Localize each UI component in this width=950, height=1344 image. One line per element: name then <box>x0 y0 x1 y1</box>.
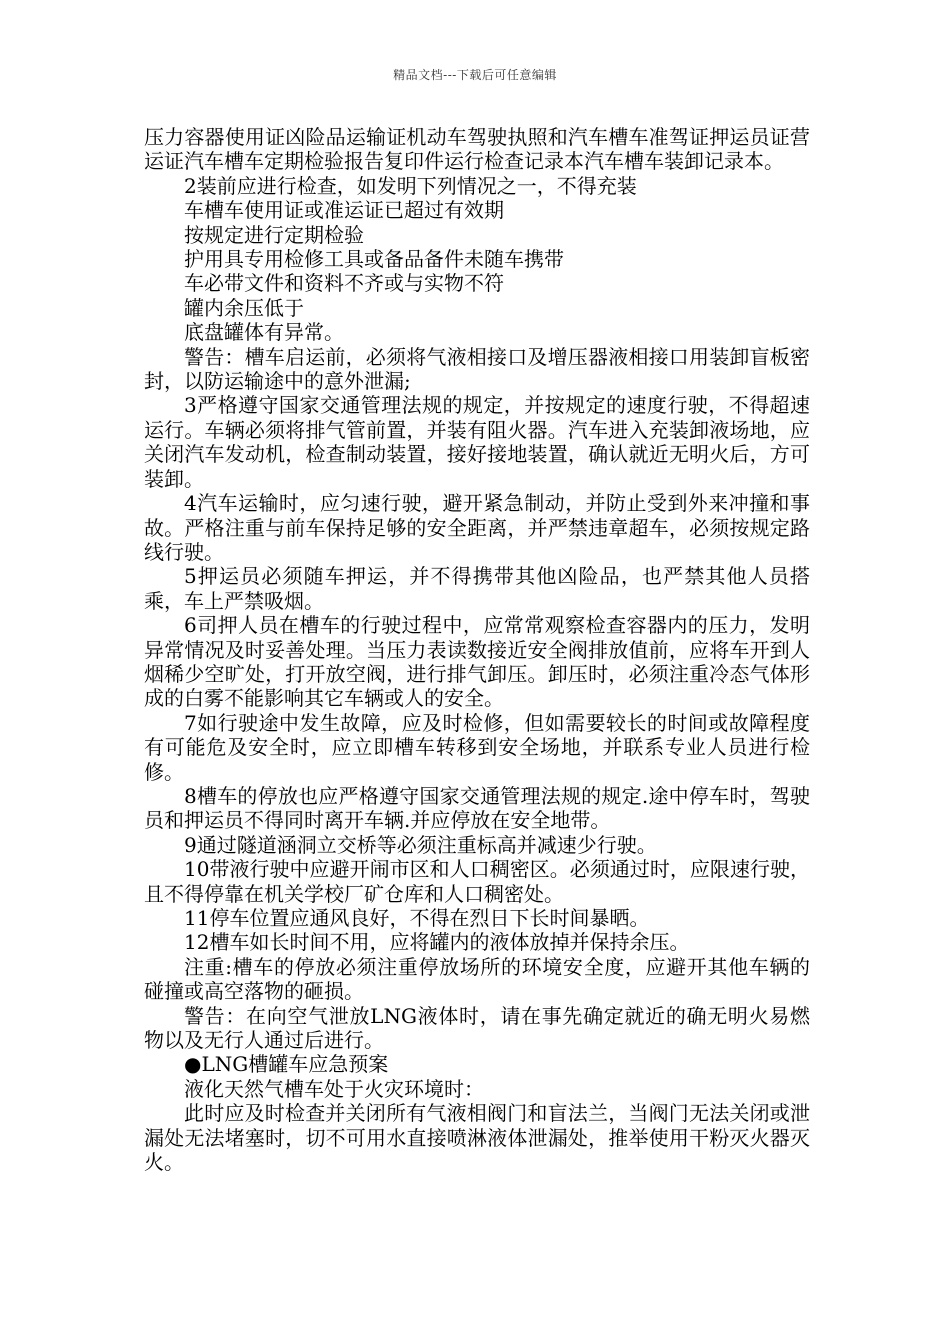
paragraph: 7如行驶途中发生故障，应及时检修，但如需要较长的时间或故障程度有可能危及安全时，应立即槽车转移到安全场地，并联系专业人员进行检修。 <box>144 710 810 784</box>
paragraph: 5押运员必须随车押运，并不得携带其他凶险品，也严禁其他人员搭乘，车上严禁吸烟。 <box>144 564 810 613</box>
paragraph: 12槽车如长时间不用，应将罐内的液体放掉并保持余压。 <box>184 930 690 955</box>
paragraph: 罐内余压低于 <box>184 295 304 320</box>
paragraph: 底盘罐体有异常。 <box>184 320 344 345</box>
paragraph: 警告：在向空气泄放LNG液体时，请在事先确定就近的确无明火易燃物以及无行人通过后进行。 <box>144 1003 810 1053</box>
paragraph: 护用具专用检修工具或备品备件未随车携带 <box>184 247 564 272</box>
paragraph: 3严格遵守国家交通管理法规的规定，并按规定的速度行驶，不得超速运行。车辆必须将排气管前置，并装有阻火器。汽车进入充装卸液场地，应关闭汽车发动机，检查制动装置，接好接地装置，确认就近无明火后，方可装卸。 <box>144 393 810 491</box>
document-body <box>144 125 810 1174</box>
paragraph: 注重:槽车的停放必须注重停放场所的环境安全度，应避开其他车辆的碰撞或高空落物的砸损。 <box>144 954 810 1004</box>
paragraph: 车必带文件和资料不齐或与实物不符 <box>184 271 504 296</box>
paragraph: 液化天然气槽车处于火灾环境时： <box>184 1076 484 1101</box>
paragraph: 11停车位置应通风良好，不得在烈日下长时间暴晒。 <box>184 906 650 930</box>
paragraph: 4汽车运输时，应匀速行驶，避开紧急制动，并防止受到外来冲撞和事故。严格注重与前车保持足够的安全距离，并严禁违章超车，必须按规定路线行驶。 <box>144 491 810 564</box>
page-header: 精品文档---下载后可任意编辑 <box>393 68 557 82</box>
paragraph: 10带液行驶中应避开闹市区和人口稠密区。必须通过时，应限速行驶，且不得停靠在机关学校厂矿仓库和人口稠密处。 <box>144 857 810 906</box>
paragraph: 9通过隧道涵洞立交桥等必须注重标高并减速少行驶。 <box>184 832 657 857</box>
paragraph: 压力容器使用证凶险品运输证机动车驾驶执照和汽车槽车准驾证押运员证营运证汽车槽车定期检验报告复印件运行检查记录本汽车槽车装卸记录本。 <box>144 125 810 174</box>
paragraph: 按规定进行定期检验 <box>184 222 364 247</box>
paragraph: 此时应及时检查并关闭所有气液相阀门和盲法兰，当阀门无法关闭或泄漏处无法堵塞时，切不可用水直接喷淋液体泄漏处，推举使用干粉灭火器灭火。 <box>144 1101 810 1175</box>
paragraph: 8槽车的停放也应严格遵守国家交通管理法规的规定.途中停车时，驾驶员和押运员不得同时离开车辆.并应停放在安全地带。 <box>144 783 810 833</box>
paragraph: 警告：槽车启运前，必须将气液相接口及增压器液相接口用装卸盲板密封，以防运输途中的意外泄漏; <box>144 344 810 394</box>
paragraph: 6司押人员在槽车的行驶过程中，应常常观察检查容器内的压力，发明异常情况及时妥善处理。当压力表读数接近安全阀排放值前，应将车开到人烟稀少空旷处，打开放空阀，进行排气卸压。卸压时，必须注重冷态气体形成的白雾不能影响其它车辆或人的安全。 <box>144 613 810 711</box>
paragraph: 2装前应进行检查，如发明下列情况之一，不得充装 <box>184 173 637 198</box>
paragraph: 车槽车使用证或准运证已超过有效期 <box>184 198 504 223</box>
section-heading: ●LNG槽罐车应急预案 <box>184 1052 389 1077</box>
